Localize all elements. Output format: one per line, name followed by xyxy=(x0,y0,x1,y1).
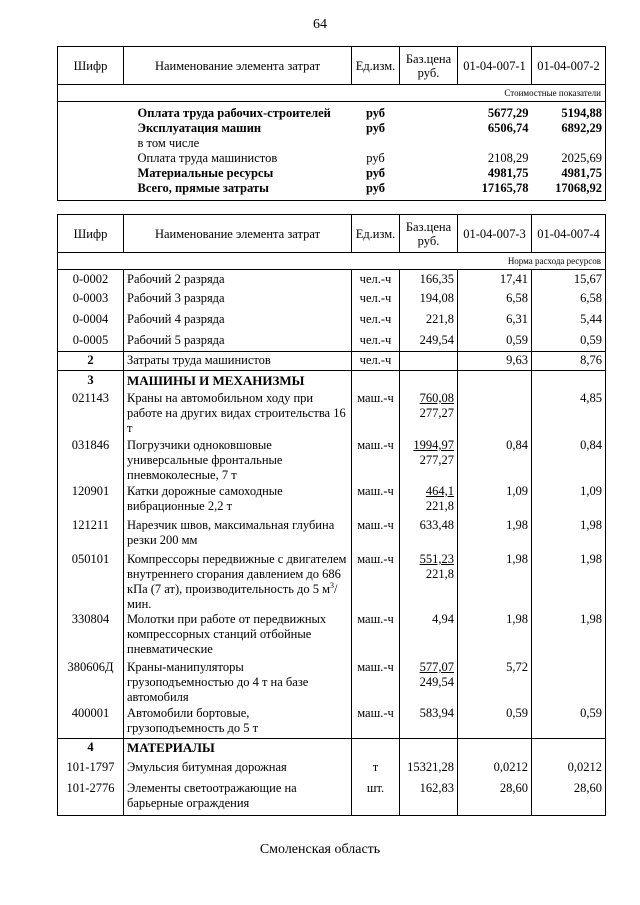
row-price-sub: 277,27 xyxy=(419,406,454,420)
row-price xyxy=(400,391,458,438)
row-value-2: 0,84 xyxy=(532,438,606,484)
row-unit: чел.-ч xyxy=(352,287,400,308)
header-price: Баз.цена руб. xyxy=(400,47,458,85)
header-name: Наименование элемента затрат xyxy=(124,47,352,85)
row-price-sub: 221,8 xyxy=(425,499,454,513)
row-value-2: 0,59 xyxy=(532,329,606,351)
row-value-1: 5,72 xyxy=(458,660,532,706)
row-name: Оплата труда машинистов xyxy=(137,151,278,165)
row-value-2: 0,0212 xyxy=(532,757,606,779)
row-name: Оплата труда рабочих-строителей xyxy=(137,106,331,120)
row-price xyxy=(400,552,458,612)
table-row xyxy=(58,484,606,518)
band-cost-indicators: Стоимостные показатели xyxy=(58,85,606,102)
row-value-1: 2108,29 xyxy=(487,151,529,165)
band-resource-norms: Норма расхода ресурсов xyxy=(58,253,606,270)
table-row xyxy=(58,518,606,552)
row-name: Рабочий 4 разряда xyxy=(124,308,352,329)
table-row xyxy=(58,329,606,351)
row-code: 0-0005 xyxy=(58,329,124,351)
row-price: 249,54 xyxy=(400,329,458,351)
row-value-2: 4,85 xyxy=(532,391,606,438)
row-value-1: 1,09 xyxy=(458,484,532,518)
row-unit: т xyxy=(352,757,400,779)
table-row xyxy=(58,706,606,738)
row-name-tail: /мин. xyxy=(127,582,338,611)
row-unit: маш.-ч xyxy=(352,660,400,706)
table-row xyxy=(58,660,606,706)
row-value-1: 1,98 xyxy=(458,518,532,552)
row-price xyxy=(400,660,458,706)
row-price-sub: 221,8 xyxy=(425,567,454,581)
header-unit: Ед.изм. xyxy=(352,215,400,253)
table-row xyxy=(58,308,606,329)
row-price-main: 1994,97 xyxy=(413,438,454,452)
row-unit: руб xyxy=(365,181,386,195)
header-col1: 01-04-007-3 xyxy=(458,215,532,253)
row-price: 221,8 xyxy=(400,308,458,329)
row-price: 15321,28 xyxy=(400,757,458,779)
row-price-sub: 249,54 xyxy=(419,675,454,689)
table-row xyxy=(58,166,606,181)
table-row xyxy=(58,181,606,201)
row-price: 162,83 xyxy=(400,779,458,815)
row-value-1: 28,60 xyxy=(458,779,532,815)
cost-indicators-table xyxy=(57,46,606,201)
table-row xyxy=(58,612,606,660)
row-code: 120901 xyxy=(58,484,124,518)
section-number: 4 xyxy=(58,738,124,757)
row-price: 4,94 xyxy=(400,612,458,660)
header-col2: 01-04-007-4 xyxy=(532,215,606,253)
row-name: Эксплуатация машин xyxy=(137,121,262,135)
row-unit: руб xyxy=(365,121,386,135)
table-row xyxy=(58,779,606,815)
section-title: МАШИНЫ И МЕХАНИЗМЫ xyxy=(124,370,352,391)
row-value-2: 17068,92 xyxy=(555,181,602,195)
row-name: Рабочий 5 разряда xyxy=(124,329,352,351)
header-col2: 01-04-007-2 xyxy=(532,47,606,85)
row-value-2: 1,98 xyxy=(532,518,606,552)
header-code: Шифр xyxy=(58,47,124,85)
row-price-main: 577,07 xyxy=(419,660,454,674)
table-row xyxy=(58,391,606,438)
row-value-2: 0,59 xyxy=(532,706,606,738)
row-code: 0-0003 xyxy=(58,287,124,308)
row-value-1: 1,98 xyxy=(458,612,532,660)
row-name: Краны-манипуляторы грузоподъемностью до 4 т на базе автомобиля xyxy=(124,660,352,706)
row-price-main: 464,1 xyxy=(425,484,454,498)
page-number: 64 xyxy=(313,17,327,32)
row-price xyxy=(400,484,458,518)
row-code: 101-1797 xyxy=(58,757,124,779)
row-name: Рабочий 2 разряда xyxy=(124,270,352,288)
row-unit: руб xyxy=(366,151,385,165)
resource-norms-table xyxy=(57,214,606,816)
row-name: Рабочий 3 разряда xyxy=(124,287,352,308)
row-value-1: 4981,75 xyxy=(487,166,529,180)
row-name: Всего, прямые затраты xyxy=(137,181,269,195)
row-code: 050101 xyxy=(58,552,124,612)
row-name: Погрузчики одноковшовые универсальные фронтальные пневмоколесные, 7 т xyxy=(124,438,352,484)
row-name: Катки дорожные самоходные вибрационные 2,2 т xyxy=(124,484,352,518)
section-row xyxy=(58,370,606,391)
row-code: 330804 xyxy=(58,612,124,660)
table-row xyxy=(58,757,606,779)
row-value-2: 1,09 xyxy=(532,484,606,518)
row-unit: маш.-ч xyxy=(352,612,400,660)
row-name: Молотки при работе от передвижных компрессорных станций отбойные пневматические xyxy=(124,612,352,660)
row-price-sub: 277,27 xyxy=(419,453,454,467)
row-value-1: 6,31 xyxy=(458,308,532,329)
row-value-2: 6,58 xyxy=(532,287,606,308)
row-unit: маш.-ч xyxy=(352,706,400,738)
row-name: Затраты труда машинистов xyxy=(124,351,352,370)
section-row xyxy=(58,738,606,757)
row-unit: чел.-ч xyxy=(352,351,400,370)
header-code: Шифр xyxy=(58,215,124,253)
row-unit: шт. xyxy=(352,779,400,815)
table-row xyxy=(58,287,606,308)
row-code: 101-2776 xyxy=(58,779,124,815)
row-code: 121211 xyxy=(58,518,124,552)
row-code: 021143 xyxy=(58,391,124,438)
row-name: Краны на автомобильном ходу при работе на других видах строительства 16 т xyxy=(124,391,352,438)
row-value-1: 0,59 xyxy=(458,329,532,351)
row-name: Материальные ресурсы xyxy=(137,166,274,180)
row-unit: чел.-ч xyxy=(352,270,400,288)
row-value-2: 6892,29 xyxy=(561,121,602,135)
row-value-1: 6506,74 xyxy=(487,121,529,135)
table-row xyxy=(58,351,606,370)
row-unit: руб xyxy=(365,166,386,180)
header-col1: 01-04-007-1 xyxy=(458,47,532,85)
row-value-1: 0,84 xyxy=(458,438,532,484)
row-name: Автомобили бортовые, грузоподъемность до 5 т xyxy=(124,706,352,738)
row-value-1: 17,41 xyxy=(458,270,532,288)
table-row xyxy=(58,102,606,122)
row-price-main: 551,23 xyxy=(419,552,454,566)
row-code: 0-0002 xyxy=(58,270,124,288)
row-unit: чел.-ч xyxy=(352,308,400,329)
row-value-2: 28,60 xyxy=(532,779,606,815)
row-value-1: 5677,29 xyxy=(487,106,529,120)
row-name: Эмульсия битумная дорожная xyxy=(124,757,352,779)
row-unit: маш.-ч xyxy=(352,518,400,552)
row-value-1: 0,0212 xyxy=(458,757,532,779)
row-value-1 xyxy=(458,391,532,438)
row-value-2: 5194,88 xyxy=(561,106,602,120)
row-value-1: 1,98 xyxy=(458,552,532,612)
section-title: МАТЕРИАЛЫ xyxy=(124,738,352,757)
row-code: 400001 xyxy=(58,706,124,738)
row-value-1: 9,63 xyxy=(458,351,532,370)
row-value-1: 6,58 xyxy=(458,287,532,308)
header-price: Баз.цена руб. xyxy=(400,215,458,253)
row-price: 633,48 xyxy=(400,518,458,552)
row-unit: маш.-ч xyxy=(352,552,400,612)
row-value-2 xyxy=(532,660,606,706)
table-row xyxy=(58,552,606,612)
row-value-2: 1,98 xyxy=(532,612,606,660)
row-name: в том числе xyxy=(137,136,200,150)
row-price: 166,35 xyxy=(400,270,458,288)
row-name: Элементы светоотражающие на барьерные ограждения xyxy=(124,779,352,815)
row-value-2: 2025,69 xyxy=(561,151,602,165)
row-name-text: Компрессоры передвижные с двигателем внутреннего сгорания давлением до 686 кПа (7 ат), производительность до 5 м xyxy=(127,552,347,596)
row-value-1: 17165,78 xyxy=(481,181,529,195)
row-price: 194,08 xyxy=(400,287,458,308)
row-unit: чел.-ч xyxy=(352,329,400,351)
row-value-2: 1,98 xyxy=(532,552,606,612)
row-code: 380606Д xyxy=(58,660,124,706)
row-code: 031846 xyxy=(58,438,124,484)
row-value-1: 0,59 xyxy=(458,706,532,738)
row-value-2: 4981,75 xyxy=(561,166,602,180)
row-unit: руб xyxy=(365,106,386,120)
table-row xyxy=(58,151,606,166)
table-row xyxy=(58,438,606,484)
section-number: 3 xyxy=(58,370,124,391)
header-unit: Ед.изм. xyxy=(352,47,400,85)
row-price: 583,94 xyxy=(400,706,458,738)
section-number: 2 xyxy=(58,351,124,370)
footer-region: Смоленская область xyxy=(259,842,381,857)
row-price xyxy=(400,438,458,484)
row-unit: маш.-ч xyxy=(352,391,400,438)
table-row xyxy=(58,270,606,288)
row-name: Нарезчик швов, максимальная глубина резки 200 мм xyxy=(124,518,352,552)
header-name: Наименование элемента затрат xyxy=(124,215,352,253)
row-name-superscript: 3 xyxy=(330,580,335,590)
row-code: 0-0004 xyxy=(58,308,124,329)
row-unit: маш.-ч xyxy=(352,484,400,518)
row-name xyxy=(124,552,352,612)
row-value-2: 5,44 xyxy=(532,308,606,329)
table-row xyxy=(58,136,606,151)
row-value-2: 15,67 xyxy=(532,270,606,288)
row-value-2: 8,76 xyxy=(532,351,606,370)
row-unit: маш.-ч xyxy=(352,438,400,484)
row-price-main: 760,08 xyxy=(419,391,454,405)
table-row xyxy=(58,121,606,136)
